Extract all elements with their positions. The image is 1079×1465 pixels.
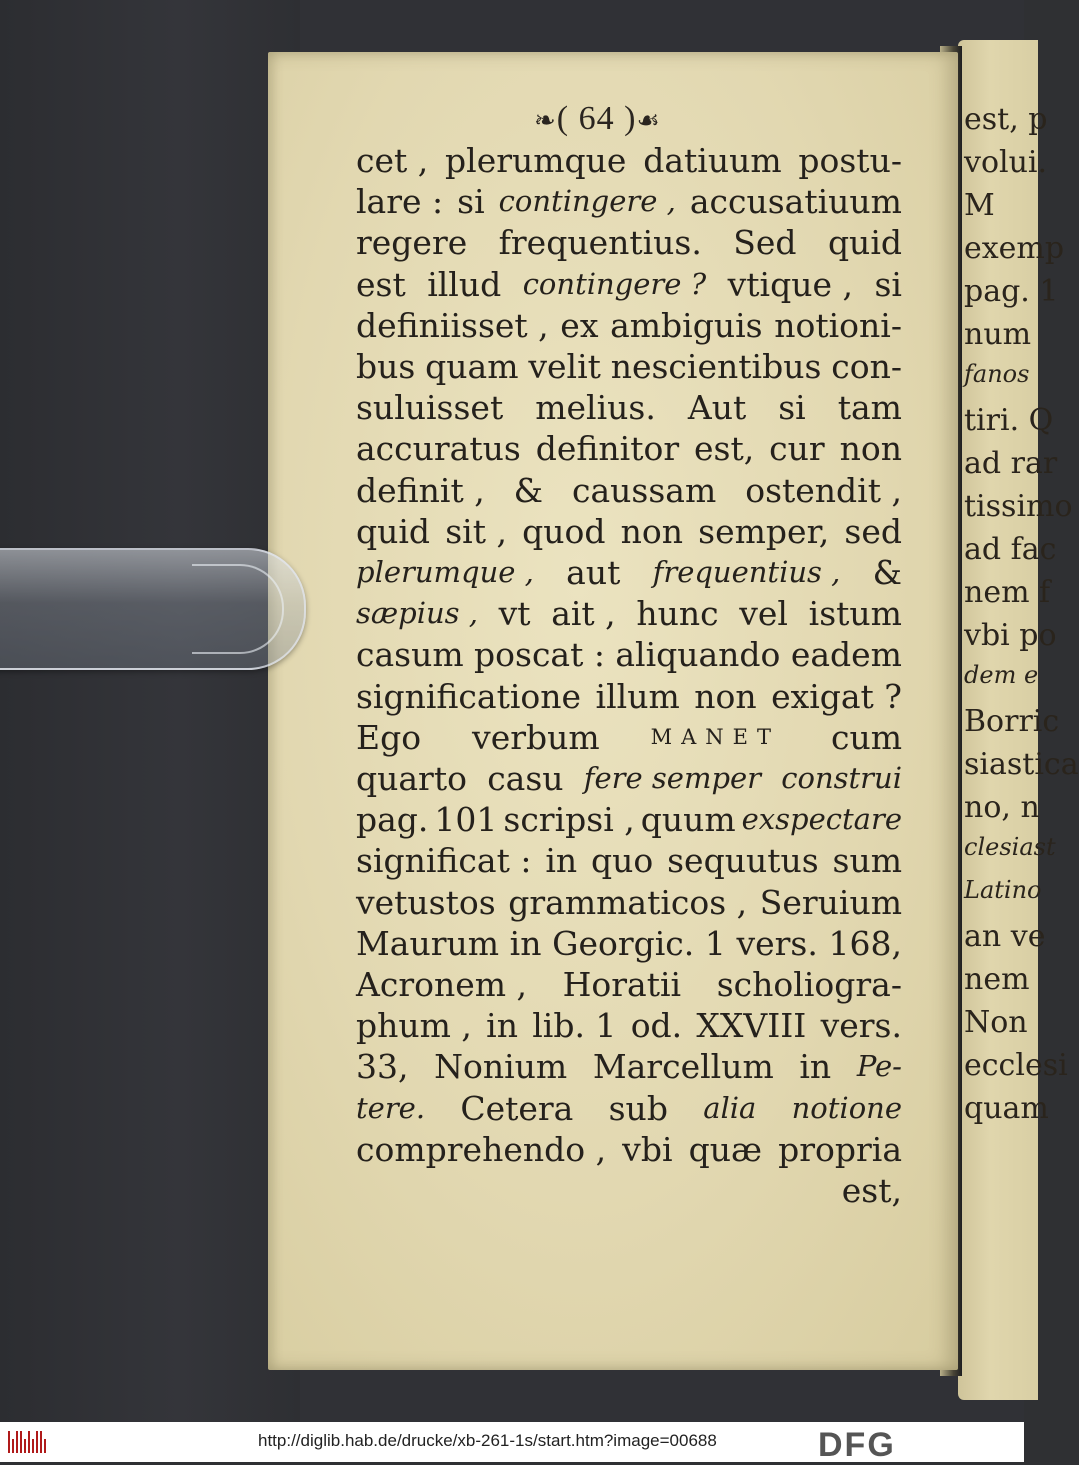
word: aut	[566, 553, 621, 593]
word: velit	[528, 347, 601, 387]
text-line	[356, 305, 902, 346]
word: poscat :	[474, 635, 605, 675]
word: non	[839, 429, 902, 469]
word: scripsi ,	[503, 800, 635, 840]
word: ostendit ,	[745, 470, 902, 510]
ornament-right-icon: ☙	[636, 106, 661, 135]
word: quid	[356, 511, 431, 551]
word: Seruium	[759, 882, 902, 922]
text-line	[356, 387, 902, 428]
word: aliquando	[615, 635, 781, 675]
word: scholiogra-	[716, 965, 902, 1005]
word: accuratus	[356, 429, 521, 469]
word: con-	[831, 347, 902, 387]
glass-clip	[0, 548, 306, 670]
word: est	[356, 264, 406, 304]
word: quum	[640, 800, 736, 840]
word: plerumque	[445, 141, 627, 180]
word: ait ,	[551, 594, 616, 634]
facing-text-line: tiri. Q	[964, 403, 1054, 438]
text-line	[356, 552, 902, 593]
word: vers.	[736, 923, 818, 963]
word: contingere ?	[522, 266, 707, 301]
word: Acronem ,	[356, 965, 528, 1005]
word: melius.	[535, 388, 656, 428]
word: si	[874, 264, 902, 304]
word: Aut	[687, 388, 747, 428]
facing-text-line: quam	[964, 1091, 1049, 1126]
text-line	[356, 1005, 902, 1046]
word: vbi	[622, 1129, 673, 1169]
facing-text-line: ecclesi	[964, 1048, 1068, 1083]
word: quo	[591, 841, 654, 881]
word: quæ	[688, 1129, 762, 1169]
word: comprehendo ,	[356, 1129, 607, 1169]
word: propria	[778, 1129, 902, 1169]
facing-text-line: clesiast	[964, 833, 1056, 861]
viewer-footer	[0, 1422, 1024, 1462]
text-line	[356, 181, 902, 222]
word: si	[778, 388, 806, 428]
text-line	[356, 264, 902, 305]
word: phum ,	[356, 1006, 472, 1046]
text-line	[356, 1170, 902, 1211]
word: &	[513, 470, 544, 510]
word: bus	[356, 347, 416, 387]
word: regere	[356, 223, 468, 263]
text-line	[356, 840, 902, 881]
source-url[interactable]: http://diglib.hab.de/drucke/xb-261-1s/start.htm?image=00688	[258, 1431, 717, 1450]
word: cur	[769, 429, 825, 469]
word: ex	[560, 305, 599, 345]
word: construi	[781, 761, 902, 796]
word: notione	[791, 1090, 902, 1125]
word: Cetera	[460, 1088, 574, 1128]
word: frequentius ,	[652, 555, 841, 590]
book-cover-board	[0, 0, 300, 1422]
word: hunc	[636, 594, 719, 634]
facing-text-line: fanos	[964, 360, 1030, 388]
facing-text-line: ad fac	[964, 532, 1057, 567]
page-text	[356, 140, 902, 1211]
word: Pe-	[856, 1049, 902, 1084]
word: tere.	[356, 1090, 426, 1125]
word: cet ,	[356, 141, 429, 180]
word: vt	[498, 594, 531, 634]
word: si	[457, 182, 485, 222]
word: quarto	[356, 759, 467, 799]
facing-text-line: M	[964, 188, 995, 223]
text-line	[356, 634, 902, 675]
word: MANET	[650, 724, 781, 749]
text-line	[356, 799, 902, 840]
word: eadem	[790, 635, 902, 675]
facing-text-line: exemp	[964, 231, 1065, 266]
word: definiisset ,	[356, 305, 549, 345]
facing-text-line: pag. 1	[964, 274, 1059, 309]
text-line	[356, 222, 902, 263]
word: grammaticos ,	[508, 882, 748, 922]
word: quam	[425, 347, 519, 387]
word: nescientibus	[610, 347, 822, 387]
word: 1	[704, 923, 726, 963]
word: suluisset	[356, 388, 504, 428]
word: non	[694, 676, 757, 716]
text-line	[356, 140, 902, 181]
text-line	[356, 470, 902, 511]
facing-text-line: an ve	[964, 919, 1046, 954]
word: Nonium	[434, 1047, 568, 1087]
facing-text-line: Borric	[964, 704, 1060, 739]
text-line	[356, 511, 902, 552]
word: significat :	[356, 841, 532, 881]
facing-text-line: no, n	[964, 790, 1040, 825]
word: Maurum	[356, 923, 500, 963]
text-line	[356, 346, 902, 387]
word: exigat ?	[771, 676, 902, 716]
word: est,	[841, 1171, 902, 1211]
library-logo-icon	[8, 1431, 48, 1453]
word: vtique ,	[727, 264, 854, 304]
word: verbum	[472, 717, 600, 757]
word: 168,	[828, 923, 902, 963]
word: sit ,	[445, 511, 507, 551]
word: quid	[827, 223, 902, 263]
word: accusatiuum	[689, 182, 902, 222]
text-line	[356, 923, 902, 964]
page-header	[534, 100, 661, 138]
word: XXVIII	[696, 1006, 807, 1046]
text-line	[356, 1129, 902, 1170]
word: lare :	[356, 182, 444, 222]
word: notioni-	[774, 305, 902, 345]
word: Horatii	[562, 965, 682, 1005]
word: fere semper	[583, 761, 762, 796]
word: lib. 1	[532, 1006, 617, 1046]
word: casum	[356, 635, 464, 675]
word: in	[545, 841, 578, 881]
facing-text-line: nem f	[964, 575, 1051, 610]
word: frequentius.	[498, 223, 702, 263]
word: sæpius ,	[356, 596, 478, 631]
word: sed	[844, 511, 902, 551]
page-number: ( 64 )	[556, 100, 637, 137]
word: datiuum	[643, 141, 782, 180]
word: od.	[630, 1006, 683, 1046]
text-line	[356, 676, 902, 717]
word: istum	[808, 594, 902, 634]
word: alia	[703, 1090, 757, 1125]
word: tam	[837, 388, 902, 428]
word: illum	[595, 676, 680, 716]
word: 101	[434, 800, 498, 840]
word: vetustos	[356, 882, 496, 922]
text-line	[356, 1046, 902, 1087]
facing-text-line: siastica	[964, 747, 1079, 782]
facing-text-line: ad rar	[964, 446, 1058, 481]
word: definitor	[535, 429, 680, 469]
facing-text-line: tissimo	[964, 489, 1073, 524]
word: in	[486, 1006, 518, 1046]
word: non	[620, 511, 684, 551]
word: sub	[608, 1088, 668, 1128]
word: Georgic.	[552, 923, 695, 963]
word: plerumque ,	[356, 555, 534, 590]
facing-text-line: volui.	[964, 145, 1048, 180]
word: Ego	[356, 717, 422, 757]
word: in	[509, 923, 542, 963]
word: vers.	[820, 1006, 902, 1046]
word: significatione	[356, 676, 582, 716]
word: pag.	[356, 800, 429, 840]
text-line	[356, 1088, 902, 1129]
text-line	[356, 758, 902, 799]
facing-text-line: Non	[964, 1005, 1028, 1040]
text-line	[356, 882, 902, 923]
word: exspectare	[741, 802, 902, 837]
word: 33,	[356, 1047, 409, 1087]
text-line	[356, 717, 902, 758]
facing-text-line: nem	[964, 962, 1030, 997]
facing-text-line: vbi po	[964, 618, 1057, 653]
facing-text-line: Latino	[964, 876, 1042, 904]
facing-page	[958, 40, 1079, 1400]
word: Sed	[733, 223, 797, 263]
word: semper,	[698, 511, 830, 551]
word: sequutus	[667, 841, 819, 881]
word: sum	[832, 841, 902, 881]
facing-text-line: est, p	[964, 102, 1048, 137]
glass-clip-tip	[192, 564, 284, 654]
word: ambiguis	[610, 305, 763, 345]
word: casu	[487, 759, 564, 799]
text-line	[356, 593, 902, 634]
word: est,	[694, 429, 755, 469]
ornament-left-icon: ❧	[534, 106, 557, 135]
word: caussam	[572, 470, 717, 510]
text-line	[356, 964, 902, 1005]
word: definit ,	[356, 470, 485, 510]
word: Marcellum	[592, 1047, 774, 1087]
facing-text-line: num	[964, 317, 1032, 352]
word: contingere ,	[498, 184, 676, 219]
facing-text-line: dem e	[964, 661, 1039, 689]
word: vel	[739, 594, 788, 634]
dfg-logo: DFG	[818, 1426, 896, 1464]
word: &	[872, 553, 902, 593]
word: illud	[427, 264, 502, 304]
word: cum	[830, 717, 902, 757]
word: postu-	[798, 141, 902, 180]
word: quod	[522, 511, 606, 551]
word: in	[799, 1047, 832, 1087]
text-line	[356, 428, 902, 469]
